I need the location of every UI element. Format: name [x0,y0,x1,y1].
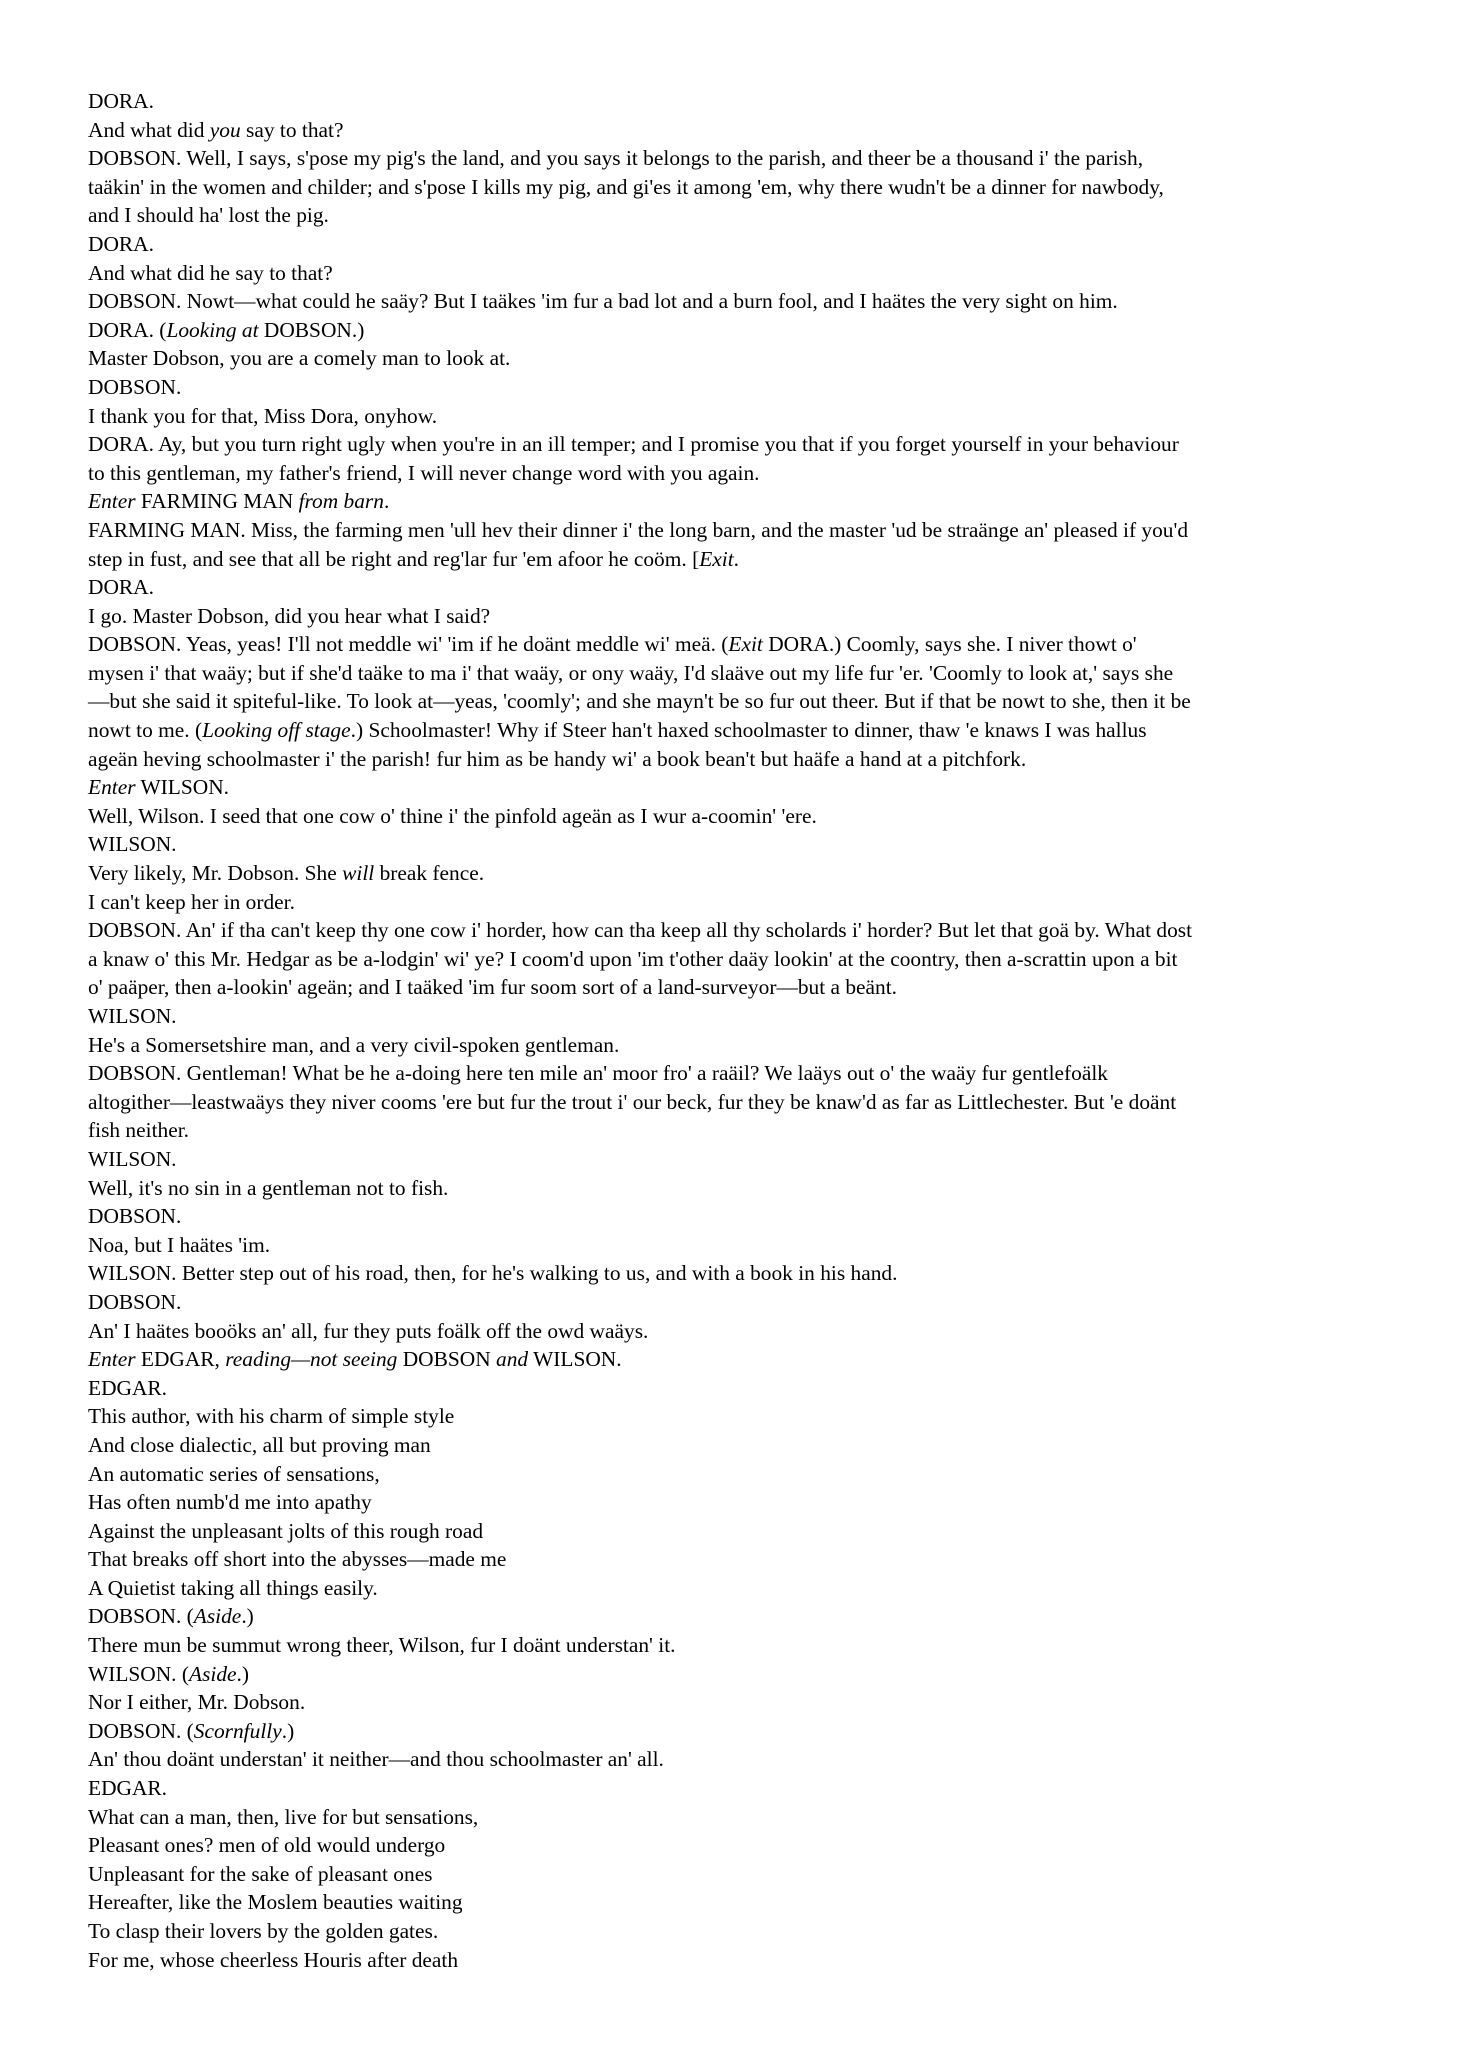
text-segment: WILSON. ( [88,1661,189,1686]
text-line [88,1145,1388,1174]
text-line [88,1631,1388,1660]
text-line [88,1860,1388,1889]
text-segment: WILSON. [88,1146,177,1171]
text-line [88,802,1388,831]
text-segment: Well, it's no sin in a gentleman not to fish. [88,1175,449,1200]
text-line [88,1031,1388,1060]
italic-text: Enter [88,1347,136,1372]
text-segment: He's a Somersetshire man, and a very civil-spoken gentleman. [88,1032,620,1057]
text-segment: DOBSON. Gentleman! What be he a-doing here ten mile an' moor fro' a raäil? We laäys out o' the waäy fur gentlefoälk [88,1061,1109,1086]
text-segment: DOBSON. An' if tha can't keep thy one cow i' horder, how can tha keep all thy scholards i' horder? But let that goä by. What dost [88,918,1193,943]
text-line [88,144,1388,173]
text-line [88,259,1388,288]
text-line [88,1574,1388,1603]
text-line [88,1088,1388,1117]
text-line [88,1488,1388,1517]
text-line [88,1517,1388,1546]
text-line [88,716,1388,745]
text-segment: Pleasant ones? men of old would undergo [88,1833,446,1858]
text-line [88,916,1388,945]
text-segment: ageän heving schoolmaster i' the parish! fur him as be handy wi' a book bean't but haäfe a hand at a pitchfork. [88,746,1027,771]
text-segment: EDGAR, [135,1347,226,1372]
italic-text: Aside [189,1661,237,1686]
text-line [88,287,1388,316]
text-line [88,344,1388,373]
text-line [88,1917,1388,1946]
text-segment: A Quietist taking all things easily. [88,1575,378,1600]
text-segment: I go. Master Dobson, did you hear what I said? [88,603,491,628]
text-line [88,1288,1388,1317]
text-segment: And close dialectic, all but proving man [88,1432,431,1457]
italic-text: Enter [88,489,136,514]
text-segment: An' I haätes booöks an' all, fur they puts foälk off the owd waäys. [88,1318,649,1343]
text-segment: WILSON. [88,832,177,857]
text-segment: Against the unpleasant jolts of this rough road [88,1518,484,1543]
text-line [88,1402,1388,1431]
text-segment: break fence. [374,861,485,886]
text-segment: WILSON. [88,1004,177,1028]
italic-text: Enter [88,775,136,800]
text-segment: And what did [88,117,210,142]
italic-text: Exit [699,546,734,571]
text-segment: .) Schoolmaster! Why if Steer han't haxed schoolmaster to dinner, thaw 'e knaws I was hallus [350,718,1147,743]
text-segment: For me, whose cheerless Houris after death [88,1947,459,1972]
text-line [88,659,1388,688]
text-segment: Master Dobson, you are a comely man to look at. [88,346,511,371]
text-line [88,773,1388,802]
text-line [88,516,1388,545]
text-segment: This author, with his charm of simple style [88,1404,455,1429]
text-segment: DOBSON. [88,1204,182,1229]
text-line [88,1745,1388,1774]
text-line [88,1317,1388,1346]
text-segment: DORA. [88,575,154,600]
text-line [88,1345,1388,1374]
text-segment: DORA.) Coomly, says she. I niver thowt o' [762,632,1137,657]
text-segment: .) [241,1604,254,1629]
text-line [88,1174,1388,1203]
text-segment: DORA. [88,89,154,113]
text-segment: To clasp their lovers by the golden gates. [88,1919,439,1943]
text-segment: I thank you for that, Miss Dora, onyhow. [88,403,438,428]
text-line [88,630,1388,659]
text-segment: FARMING MAN. Miss, the farming men 'ull hev their dinner i' the long barn, and the master 'ud be straänge an' pleased if you'd [88,517,1189,542]
text-segment: DOBSON. [88,374,182,399]
italic-text: Exit [728,632,763,657]
text-line [88,1059,1388,1088]
text-line [88,1460,1388,1489]
text-segment: WILSON. [135,775,230,800]
text-segment: What can a man, then, live for but sensations, [88,1804,479,1829]
text-line [88,1431,1388,1460]
italic-text: Aside [193,1604,242,1629]
document-page [88,87,1388,1974]
text-segment: mysen i' that waäy; but if she'd taäke to ma i' that waäy, or ony waäy, I'd slaäve out my life fur 'er. 'Coomly to look at,' says she [88,660,1174,685]
text-line [88,1660,1388,1689]
italic-text: you [209,117,241,142]
text-segment: . [383,489,390,514]
italic-text: reading—not seeing [225,1347,398,1372]
italic-text: will [342,861,375,886]
text-line [88,859,1388,888]
text-line [88,888,1388,917]
text-segment: DOBSON. [88,1289,182,1314]
text-segment: fish neither. [88,1118,189,1143]
text-line [88,87,1388,116]
text-segment: DOBSON. Well, I says, s'pose my pig's the land, and you says it belongs to the parish, and theer be a thousand i' the parish, [88,146,1144,171]
text-segment: to this gentleman, my father's friend, I will never change word with you again. [88,460,760,485]
text-segment: And what did he say to that? [88,260,333,285]
text-segment: DORA. Ay, but you turn right ugly when you're in an ill temper; and I promise you that if you forget yourself in your behaviour [88,432,1179,457]
text-segment: DOBSON. Yeas, yeas! I'll not meddle wi' 'im if he doänt meddle wi' meä. ( [88,632,729,657]
text-segment: An' thou doänt understan' it neither—and thou schoolmaster an' all. [88,1747,664,1772]
text-segment: . [733,546,740,571]
text-segment: DORA. ( [88,317,167,342]
text-segment: An automatic series of sensations, [88,1461,380,1486]
text-line [88,373,1388,402]
text-line [88,116,1388,145]
text-line [88,973,1388,1002]
text-line [88,1202,1388,1231]
text-line [88,316,1388,345]
text-line [88,1717,1388,1746]
text-segment: say to that? [240,117,344,142]
italic-text: and [496,1347,529,1372]
italic-text: from barn [298,489,384,514]
text-segment: nowt to me. ( [88,718,203,743]
text-segment: Has often numb'd me into apathy [88,1490,372,1515]
text-line [88,1774,1388,1803]
text-line [88,430,1388,459]
text-line [88,545,1388,574]
text-line [88,573,1388,602]
text-segment: EDGAR. [88,1776,168,1801]
text-segment: altogither—leastwaäys they niver cooms 'ere but fur the trout i' our beck, fur they be knaw'd as far as Littlechester. But 'e doänt [88,1089,1177,1114]
text-segment: DOBSON [397,1347,497,1372]
text-segment: WILSON. Better step out of his road, then, for he's walking to us, and with a book in his hand. [88,1261,898,1286]
text-segment: I can't keep her in order. [88,889,295,914]
text-segment: WILSON. [528,1347,622,1372]
text-segment: DOBSON.) [258,317,365,342]
text-segment: —but she said it spiteful-like. To look at—yeas, 'coomly'; and she mayn't be so fur out theer. But if that be nowt to she, then it be [88,689,1191,714]
text-line [88,1545,1388,1574]
text-segment: step in fust, and see that all be right and reg'lar fur 'em afoor he coöm. [ [88,546,700,571]
text-line [88,1231,1388,1260]
text-segment: Unpleasant for the sake of pleasant ones [88,1861,433,1886]
text-segment: FARMING MAN [135,489,299,514]
text-segment: Very likely, Mr. Dobson. She [88,861,343,886]
text-segment: taäkin' in the women and childer; and s'pose I kills my pig, and gi'es it among 'em, why there wudn't be a dinner for nawbody, [88,174,1164,199]
text-line [88,1002,1388,1031]
text-segment: a knaw o' this Mr. Hedgar as be a-lodgin' wi' ye? I coom'd upon 'im t'other daäy lookin' at the coontry, then a-scrattin upon a bit [88,946,1178,971]
text-line [88,487,1388,516]
text-line [88,1374,1388,1403]
text-segment: Noa, but I haätes 'im. [88,1232,271,1257]
text-segment: Nor I either, Mr. Dobson. [88,1690,306,1715]
text-line [88,1688,1388,1717]
text-line [88,945,1388,974]
text-line [88,1888,1388,1917]
text-segment: EDGAR. [88,1375,168,1400]
text-line [88,1946,1388,1975]
text-segment: DOBSON. ( [88,1604,194,1629]
text-line [88,1259,1388,1288]
text-segment: Hereafter, like the Moslem beauties waiting [88,1890,463,1915]
text-segment: DOBSON. Nowt—what could he saäy? But I taäkes 'im fur a bad lot and a burn fool, and I haätes the very sight on him. [88,289,1118,314]
italic-text: Scornfully [193,1718,282,1743]
text-line [88,402,1388,431]
text-segment: .) [281,1718,295,1743]
text-line [88,1116,1388,1145]
text-line [88,687,1388,716]
text-line [88,1803,1388,1832]
text-segment: DORA. [88,231,154,256]
text-segment: There mun be summut wrong theer, Wilson, fur I doänt understan' it. [88,1633,676,1658]
text-segment: and I should ha' lost the pig. [88,203,329,228]
text-line [88,602,1388,631]
text-line [88,201,1388,230]
text-segment: .) [236,1661,250,1686]
italic-text: Looking off stage [202,718,351,743]
text-line [88,745,1388,774]
text-line [88,173,1388,202]
text-line [88,230,1388,259]
text-segment: Well, Wilson. I seed that one cow o' thine i' the pinfold ageän as I wur a-coomin' 'ere. [88,803,817,828]
italic-text: Looking at [166,317,259,342]
text-line [88,459,1388,488]
text-line [88,1602,1388,1631]
text-segment: o' paäper, then a-lookin' ageän; and I taäked 'im fur soom sort of a land-surveyor—but a beänt. [88,975,898,1000]
text-segment: That breaks off short into the abysses—made me [88,1547,507,1572]
text-line [88,830,1388,859]
text-segment: DOBSON. ( [88,1718,194,1743]
text-line [88,1831,1388,1860]
